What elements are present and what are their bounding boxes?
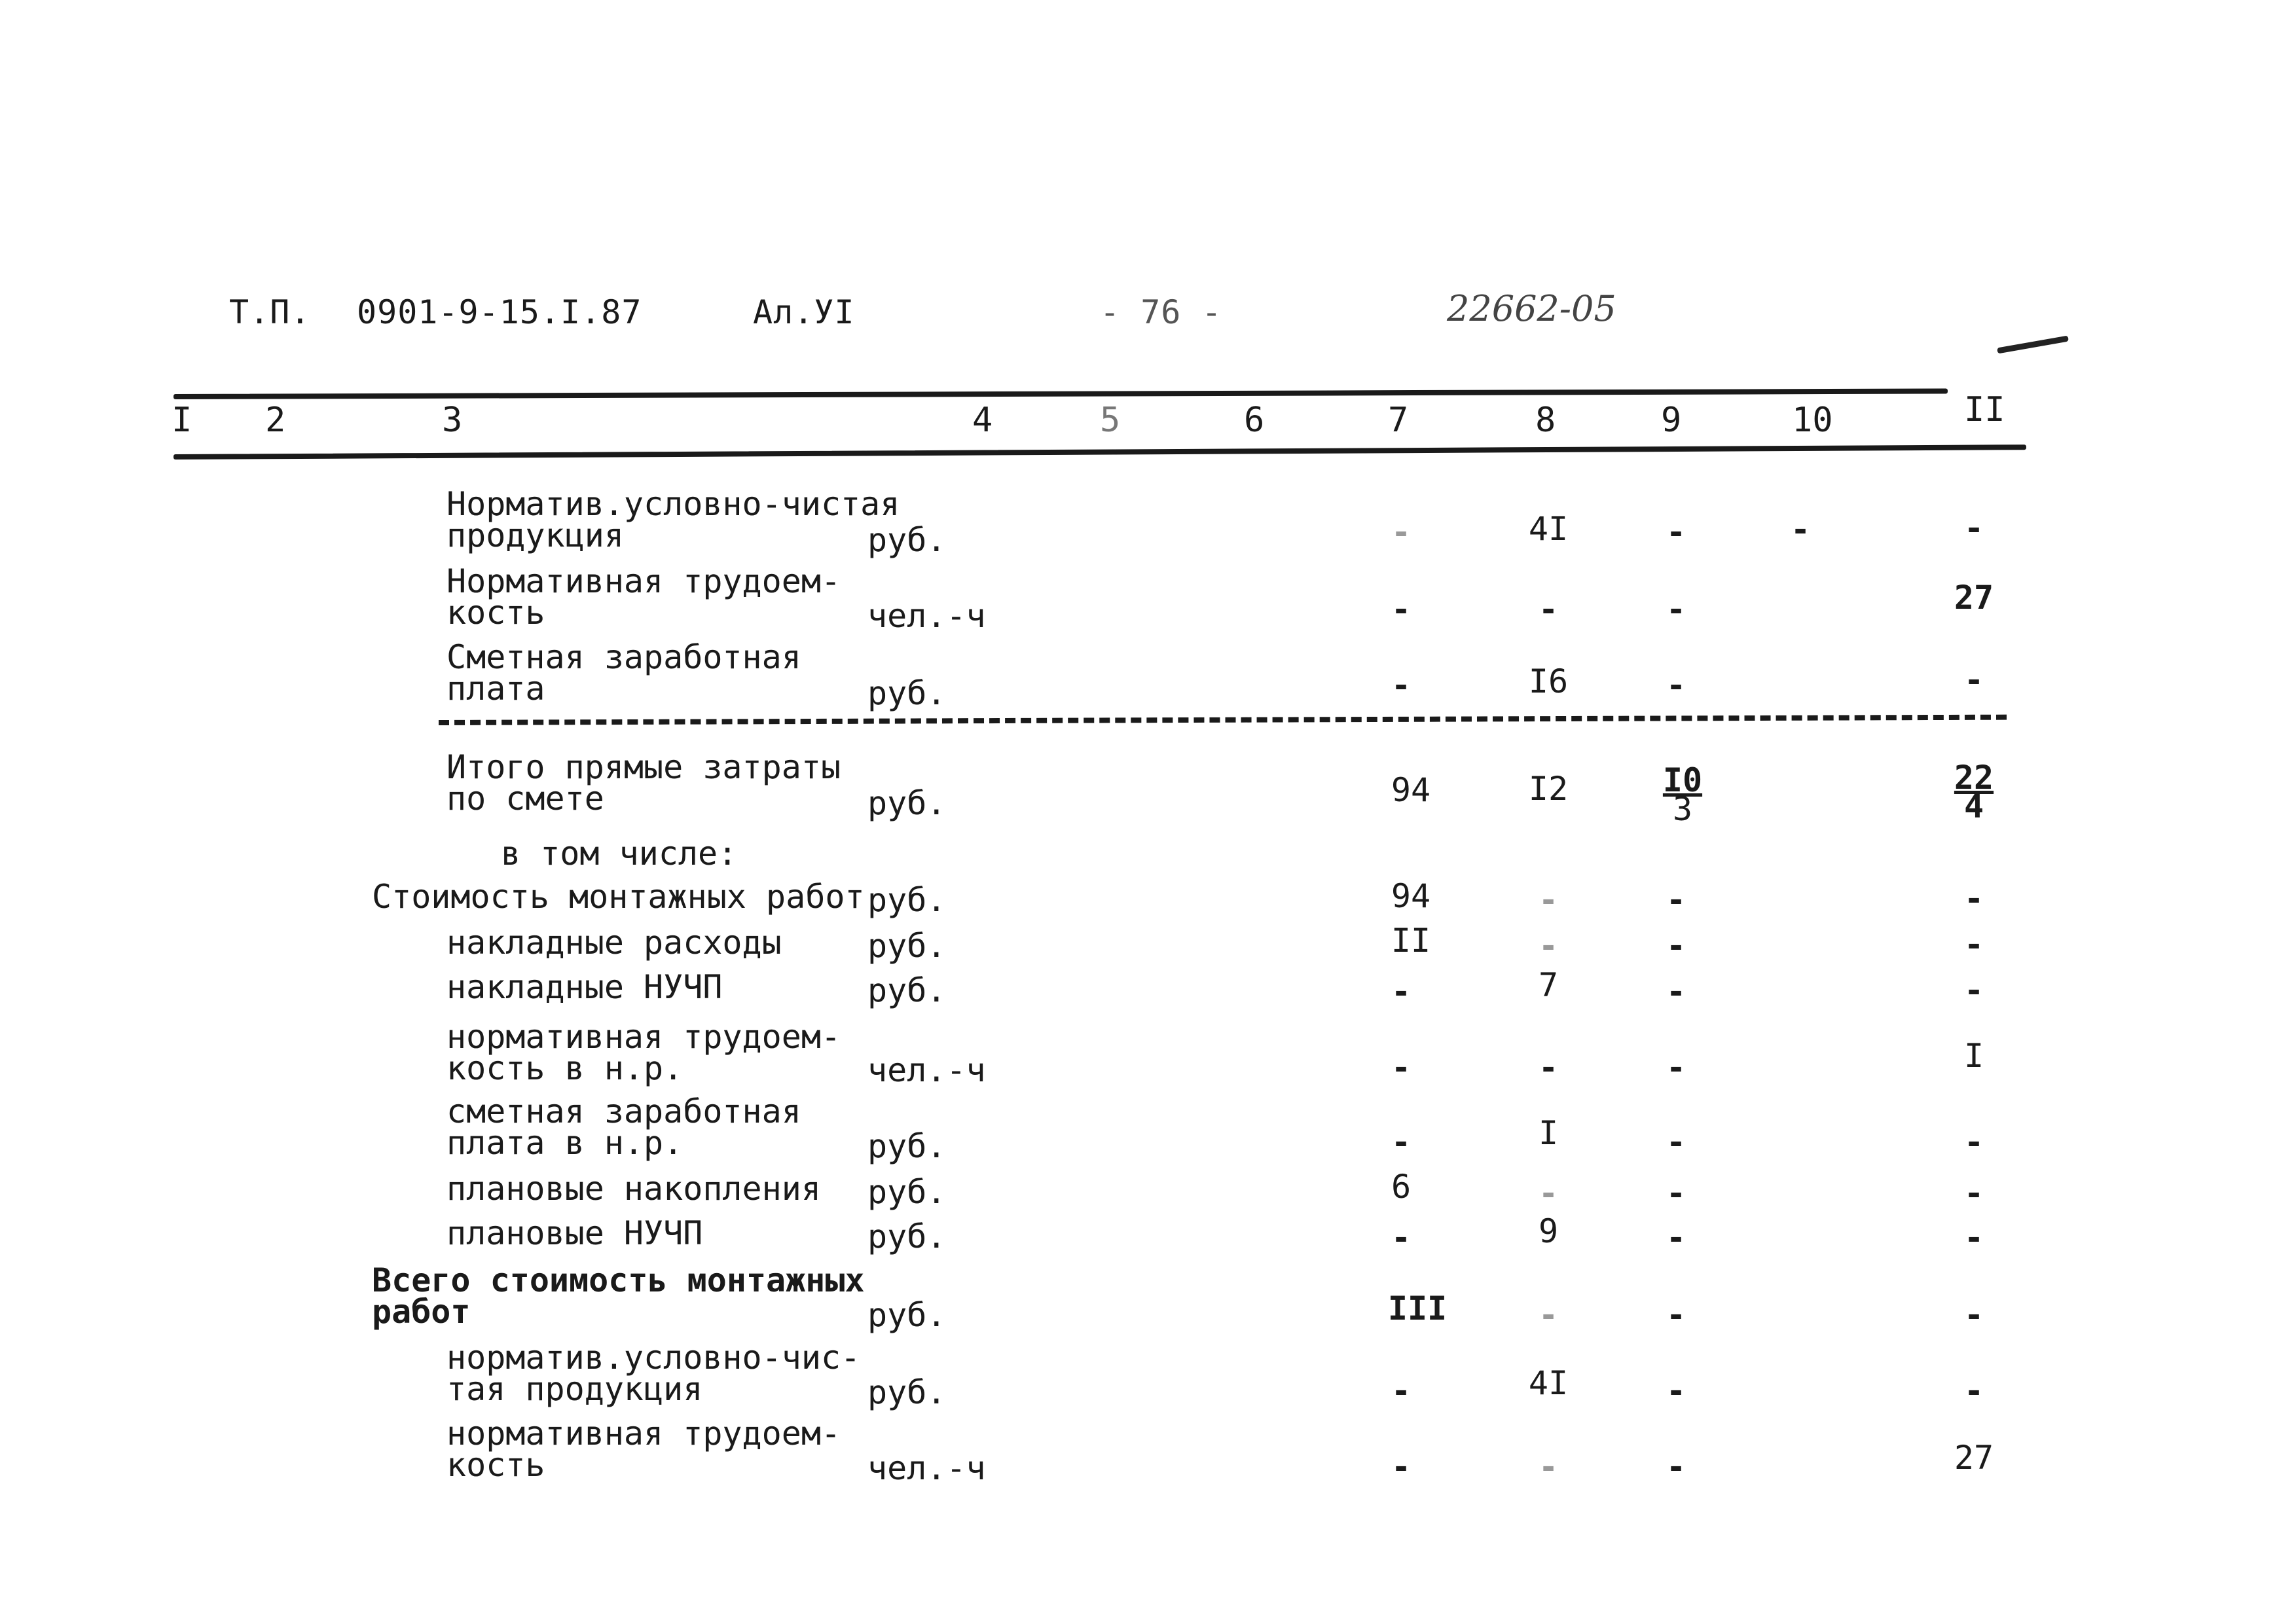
row-unit: чел.-ч	[867, 1051, 986, 1089]
row-label: плановые НУЧП	[446, 1214, 703, 1252]
cell-col11: -	[1963, 509, 1984, 547]
row-label: Нормативная трудоем- кость	[446, 562, 841, 632]
cell-col9: -	[1666, 1372, 1686, 1410]
column-number: 2	[265, 401, 286, 440]
cell-col11: 27	[1954, 579, 1994, 617]
row-label: нормативная трудоем- кость	[446, 1415, 841, 1484]
row-unit: руб.	[867, 784, 947, 822]
row-label: Норматив.условно-чистая продукция	[446, 485, 900, 554]
cell-col9: -	[1666, 881, 1686, 919]
column-number: 7	[1388, 401, 1409, 440]
cell-col7: -	[1391, 666, 1412, 704]
row-label: Стоимость монтажных работ	[372, 878, 865, 916]
column-number: II	[1964, 390, 2005, 429]
cell-col9: -	[1666, 666, 1686, 704]
header-rule-top	[173, 388, 1948, 399]
row-unit: руб.	[867, 1173, 947, 1211]
row-label: норматив.условно-чис- тая продукция	[446, 1339, 861, 1408]
row-unit: руб.	[867, 1296, 947, 1334]
cell-col11: -	[1963, 661, 1984, 699]
cell-col9: -	[1666, 513, 1686, 551]
cell-col7: -	[1391, 1049, 1412, 1087]
row-unit: руб.	[867, 674, 947, 712]
cell-col11: -	[1963, 1123, 1984, 1161]
cell-col8: 4I	[1528, 510, 1569, 548]
row-label: Итого прямые затраты по смете	[446, 748, 841, 818]
cell-col8: 9	[1538, 1212, 1559, 1250]
cell-col7: III	[1387, 1290, 1448, 1327]
cell-col11: -	[1963, 1174, 1984, 1212]
cell-col11-fraction	[1922, 759, 2026, 825]
cell-col7: II	[1391, 922, 1431, 960]
fraction-numerator: I0	[1662, 761, 1703, 799]
column-number: 3	[442, 401, 463, 440]
cell-col11: -	[1963, 1372, 1984, 1410]
page-number: - 76 -	[1100, 293, 1222, 331]
row-unit: руб.	[867, 521, 947, 559]
cell-col8: -	[1538, 1296, 1559, 1334]
row-unit: руб.	[867, 1373, 947, 1411]
cell-col11: -	[1963, 880, 1984, 918]
cell-col7: -	[1391, 1372, 1412, 1410]
row-unit: чел.-ч	[867, 597, 986, 635]
cell-col11: -	[1963, 1219, 1984, 1257]
column-number: 6	[1244, 401, 1265, 440]
cell-col7: 94	[1391, 771, 1431, 809]
row-unit: руб.	[867, 971, 947, 1009]
fraction-numerator: 22	[1954, 759, 1994, 797]
cell-col11: -	[1963, 1296, 1984, 1334]
cell-col7: -	[1391, 973, 1412, 1011]
cell-col7: -	[1391, 513, 1412, 551]
row-unit: чел.-ч	[867, 1449, 986, 1487]
cell-col8: -	[1538, 1174, 1559, 1212]
row-label: Всего стоимость монтажных работ	[372, 1261, 865, 1331]
header-rule-bottom	[173, 444, 2026, 460]
row-unit: руб.	[867, 881, 947, 919]
cell-col9: -	[1666, 1049, 1686, 1087]
row-label: накладные НУЧП	[446, 968, 723, 1006]
cell-col7: -	[1391, 1219, 1412, 1257]
cell-col8: -	[1538, 590, 1559, 628]
inventory-number: 22662-05	[1447, 288, 1616, 329]
cell-col8: -	[1538, 881, 1559, 919]
cell-col9: -	[1666, 590, 1686, 628]
cell-col11: I	[1963, 1037, 1984, 1075]
project-code: 0901-9-15.I.87	[357, 293, 642, 331]
cell-col9: -	[1666, 1219, 1686, 1257]
row-label: Сметная заработная плата	[446, 638, 801, 708]
cell-col8: I	[1538, 1114, 1559, 1152]
album-number: Ал.УI	[753, 293, 855, 331]
cell-col8: -	[1538, 1049, 1559, 1087]
column-number: 10	[1792, 401, 1833, 440]
row-label: плановые накопления	[446, 1170, 821, 1208]
cell-col8: I2	[1528, 770, 1569, 808]
pen-stroke	[1997, 336, 2069, 354]
cell-col7: 6	[1391, 1168, 1412, 1206]
row-unit: руб.	[867, 1218, 947, 1255]
row-unit: руб.	[867, 927, 947, 965]
row-label: нормативная трудоем- кость в н.р.	[446, 1018, 841, 1087]
cell-col8: 7	[1538, 966, 1559, 1004]
row-label: накладные расходы	[446, 924, 782, 962]
cell-col9: -	[1666, 1296, 1686, 1334]
cell-col11: -	[1963, 926, 1984, 964]
row-unit: руб.	[867, 1127, 947, 1165]
column-number: 8	[1535, 401, 1556, 440]
section-separator	[439, 715, 2007, 725]
column-number: 9	[1661, 401, 1682, 440]
cell-col9: -	[1666, 1448, 1686, 1486]
cell-col9: -	[1666, 1174, 1686, 1212]
cell-col7: -	[1391, 1123, 1412, 1161]
fraction-denominator: 4	[1963, 787, 1984, 825]
cell-col9: -	[1666, 1123, 1686, 1161]
row-label: сметная заработная плата в н.р.	[446, 1092, 801, 1162]
cell-col7: -	[1391, 1448, 1412, 1486]
column-number: I	[172, 401, 192, 440]
cell-col7: 94	[1391, 877, 1431, 915]
cell-col10: -	[1790, 511, 1811, 549]
cell-col9: -	[1666, 927, 1686, 965]
cell-col7: -	[1391, 590, 1412, 628]
cell-col11: -	[1963, 971, 1984, 1009]
cell-col9: -	[1666, 973, 1686, 1011]
column-number: 4	[972, 401, 993, 440]
cell-col8: -	[1538, 927, 1559, 965]
cell-col8: I6	[1528, 662, 1569, 700]
section-heading: в том числе:	[501, 835, 738, 873]
column-number: 5	[1100, 401, 1121, 440]
cell-col8: 4I	[1528, 1364, 1569, 1402]
fraction-denominator: 3	[1672, 790, 1693, 828]
cell-col11: 27	[1954, 1439, 1994, 1477]
cell-col9-fraction	[1630, 761, 1735, 828]
cell-col8: -	[1538, 1448, 1559, 1486]
doc-type: Т.П.	[229, 293, 311, 331]
